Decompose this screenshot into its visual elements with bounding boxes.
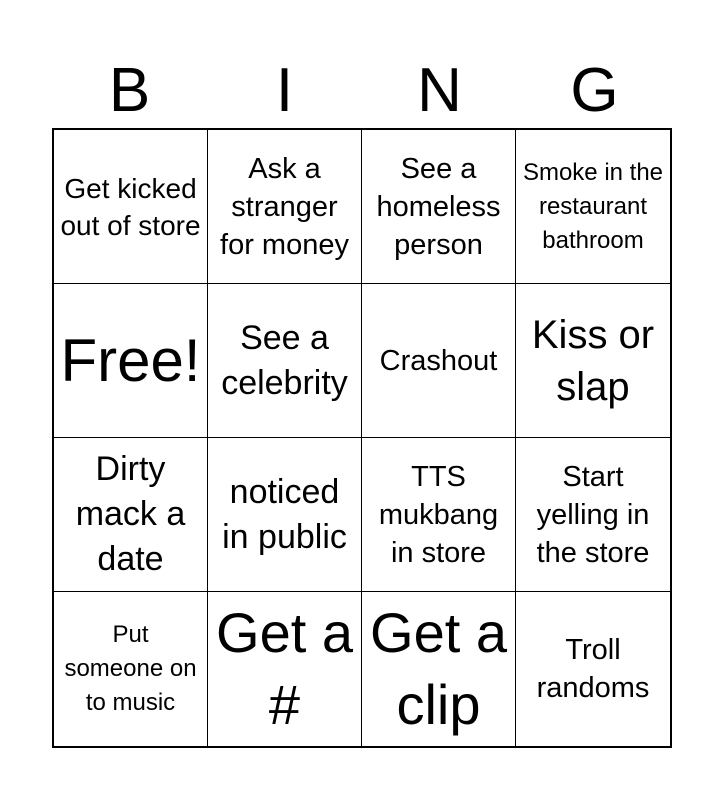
- cell-text: Dirty mack a date: [75, 450, 186, 578]
- bingo-cell[interactable]: [208, 592, 362, 746]
- bingo-cell[interactable]: [208, 438, 362, 592]
- bingo-cell[interactable]: [54, 592, 208, 746]
- cell-text: Get kicked out of store: [60, 172, 201, 241]
- cell-text: noticed in public: [222, 472, 347, 556]
- cell-text: Kiss or slap: [531, 312, 655, 409]
- bingo-cell[interactable]: [516, 592, 670, 746]
- bingo-cell[interactable]: [516, 130, 670, 284]
- header-letter-n: N: [417, 56, 462, 125]
- bingo-cell-free[interactable]: [54, 284, 208, 438]
- cell-text: Troll randoms: [536, 634, 650, 704]
- cell-text: See a celebrity: [221, 318, 348, 402]
- header-letter-i: I: [275, 56, 294, 125]
- bingo-board: [52, 128, 672, 748]
- bingo-cell[interactable]: [362, 130, 516, 284]
- cell-text: Get a clip: [370, 601, 507, 736]
- header-letter-b: B: [108, 56, 151, 125]
- cell-text: Start yelling in the store: [536, 460, 650, 569]
- bingo-cell[interactable]: [208, 130, 362, 284]
- bingo-cell[interactable]: [362, 438, 516, 592]
- bingo-cell[interactable]: [516, 438, 670, 592]
- bingo-cell[interactable]: [362, 284, 516, 438]
- bingo-header: [52, 52, 672, 128]
- bingo-cell[interactable]: [516, 284, 670, 438]
- cell-text: Put someone on to music: [64, 621, 197, 716]
- cell-text: Smoke in the restaurant bathroom: [522, 158, 664, 254]
- cell-text: Get a #: [216, 601, 353, 736]
- bingo-cell[interactable]: [54, 438, 208, 592]
- bingo-cell[interactable]: [362, 592, 516, 746]
- bingo-cell[interactable]: [54, 130, 208, 284]
- header-letter-g: G: [570, 56, 619, 125]
- cell-text: Crashout: [379, 344, 498, 377]
- cell-text: Ask a stranger for money: [220, 152, 349, 261]
- bingo-cell[interactable]: [208, 284, 362, 438]
- cell-text: See a homeless person: [376, 152, 501, 261]
- free-space-text: Free!: [60, 326, 201, 394]
- cell-text: TTS mukbang in store: [378, 460, 499, 569]
